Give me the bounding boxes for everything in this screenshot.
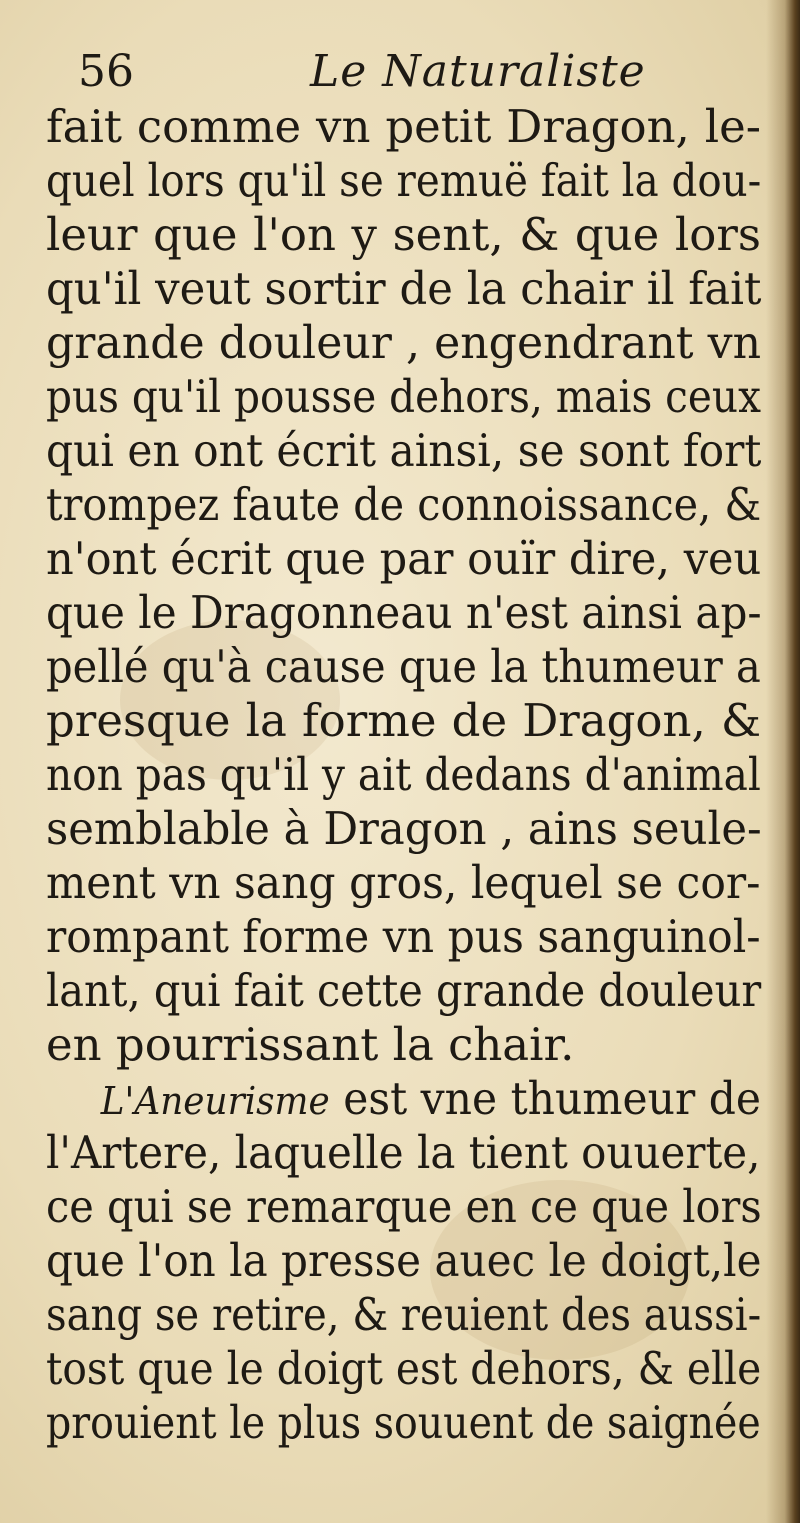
text-line: pus qu'il pousse dehors, mais ceux	[46, 370, 761, 423]
paragraph-first-line	[46, 1072, 762, 1126]
text-line: trompez faute de connoissance, &	[46, 478, 762, 531]
text-line: grande douleur , engendrant vn	[46, 316, 762, 369]
term-aneurisme: L'Aneurisme	[100, 1079, 330, 1123]
text-line: sang se retire, & reuient des aussi-	[46, 1288, 762, 1341]
text-line: que l'on la presse auec le doigt,le	[46, 1234, 762, 1287]
text-line: ce qui se remarque en ce que lors	[46, 1180, 762, 1233]
text-line: presque la forme de Dragon, &	[46, 694, 761, 747]
text-fragment: est vne thumeur de	[343, 1072, 762, 1125]
running-head: Le Naturaliste	[310, 46, 646, 97]
text-line: tost que le doigt est dehors, & elle	[46, 1342, 762, 1395]
body-text	[46, 100, 776, 1450]
text-line: qu'il veut sortir de la chair il fait	[46, 262, 762, 315]
text-line: quel lors qu'il se remuë fait la dou-	[46, 154, 762, 207]
text-line: fait comme vn petit Dragon, le-	[46, 100, 761, 153]
text-line: en pourrissant la chair.	[46, 1018, 575, 1071]
text-line: n'ont écrit que par ouïr dire, veu	[46, 532, 762, 585]
text-line: lant, qui fait cette grande douleur	[46, 964, 762, 1017]
text-line: pellé qu'à cause que la thumeur a	[46, 640, 761, 693]
text-line: non pas qu'il y ait dedans d'animal	[46, 748, 761, 801]
text-line: prouient le plus souuent de saignée	[46, 1396, 761, 1449]
text-line: leur que l'on y sent, & que lors	[46, 208, 761, 261]
page-number: 56	[78, 46, 134, 97]
text-line: qui en ont écrit ainsi, se sont fort	[46, 424, 762, 477]
text-line: ment vn sang gros, lequel se cor-	[46, 856, 761, 909]
text-line: l'Artere, laquelle la tient ouuerte,	[46, 1126, 761, 1179]
text-line: rompant forme vn pus sanguinol-	[46, 910, 761, 963]
text-line: semblable à Dragon , ains seule-	[46, 802, 762, 855]
text-line: que le Dragonneau n'est ainsi ap-	[46, 586, 762, 639]
